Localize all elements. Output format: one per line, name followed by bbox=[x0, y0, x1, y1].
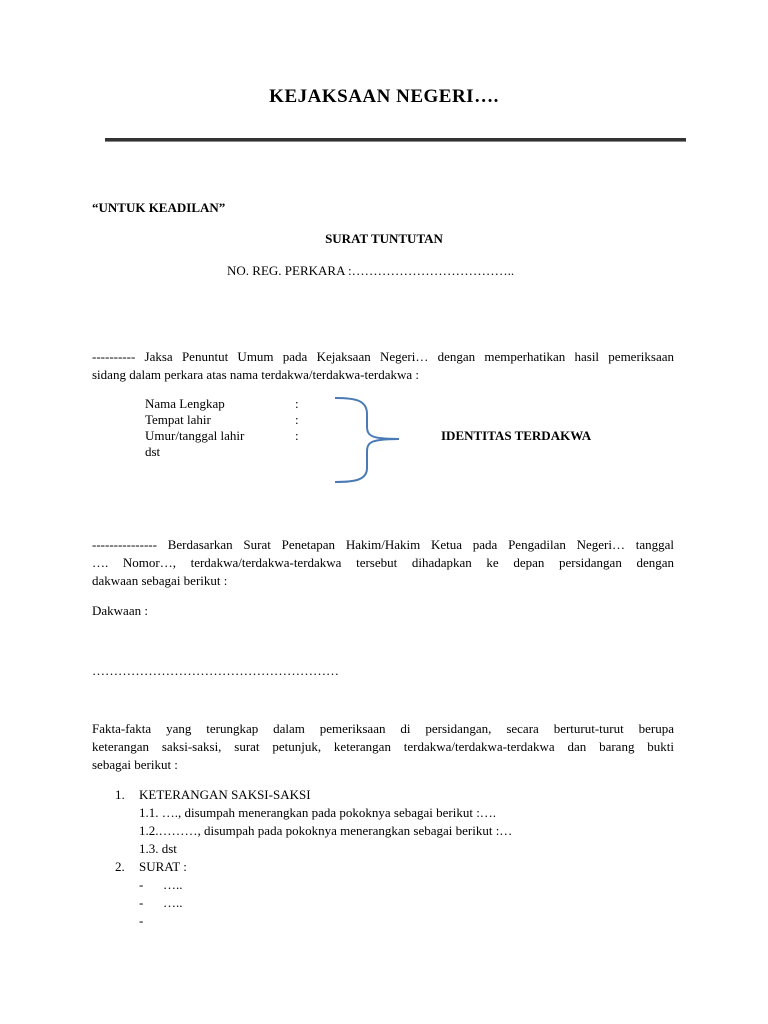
sub-item-1-3: 1.3. dst bbox=[139, 841, 177, 856]
list-item-1-label: KETERANGAN SAKSI-SAKSI bbox=[139, 787, 311, 802]
bullet-mark-3: - bbox=[139, 913, 144, 928]
paragraph-1-line-1: ---------- Jaksa Penuntut Umum pada Kejaksaan Negeri… dengan memperhatikan hasil pemeriksaan bbox=[92, 349, 674, 364]
field-birthplace-label: Tempat lahir bbox=[145, 412, 211, 427]
sub-item-1-1: 1.1. …., disumpah menerangkan pada pokoknya sebagai berikut :…. bbox=[139, 805, 497, 820]
dakwaan-placeholder: ………………………………………………… bbox=[92, 663, 339, 678]
paragraph-2-line-3: dakwaan sebagai berikut : bbox=[92, 573, 228, 588]
bullet-text-2: ….. bbox=[163, 895, 183, 910]
identity-label: IDENTITAS TERDAKWA bbox=[441, 428, 592, 443]
sub-item-1-2: 1.2.………, disumpah pada pokoknya menerangkan sebagai berikut :… bbox=[139, 823, 513, 838]
field-name-label: Nama Lengkap bbox=[145, 396, 225, 411]
list-item-2-label: SURAT : bbox=[139, 859, 187, 874]
list-item-1-number: 1. bbox=[115, 787, 125, 802]
field-age-colon: : bbox=[295, 428, 299, 443]
dakwaan-label: Dakwaan : bbox=[92, 603, 148, 618]
paragraph-3-line-1: Fakta-fakta yang terungkap dalam pemeriksaan di persidangan, secara berturut-turut berupa bbox=[92, 721, 674, 736]
paragraph-3-line-3: sebagai berikut : bbox=[92, 757, 178, 772]
registration-number: NO. REG. PERKARA :……………………………….. bbox=[227, 263, 515, 278]
bullet-text-1: ….. bbox=[163, 877, 183, 892]
header-divider bbox=[105, 138, 686, 142]
paragraph-2-line-2: …. Nomor…, terdakwa/terdakwa-terdakwa tersebut dihadapkan ke depan persidangan dengan bbox=[92, 555, 674, 570]
paragraph-1-line-2: sidang dalam perkara atas nama terdakwa/terdakwa-terdakwa : bbox=[92, 367, 420, 382]
field-age-label: Umur/tanggal lahir bbox=[145, 428, 245, 443]
document-title: SURAT TUNTUTAN bbox=[325, 231, 443, 246]
bullet-mark-1: - bbox=[139, 877, 144, 892]
paragraph-2-line-1: --------------- Berdasarkan Surat Penetapan Hakim/Hakim Ketua pada Pengadilan Negeri… tanggal bbox=[92, 537, 674, 552]
page-title: KEJAKSAAN NEGERI…. bbox=[269, 86, 499, 107]
motto: “UNTUK KEADILAN” bbox=[92, 200, 226, 215]
field-etc-label: dst bbox=[145, 444, 161, 459]
field-name-colon: : bbox=[295, 396, 299, 411]
paragraph-3-line-2: keterangan saksi-saksi, surat petunjuk, keterangan terdakwa/terdakwa-terdakwa dan barang bukti bbox=[92, 739, 674, 754]
curly-brace-icon bbox=[325, 392, 405, 488]
list-item-2-number: 2. bbox=[115, 859, 125, 874]
field-birthplace-colon: : bbox=[295, 412, 299, 427]
bullet-mark-2: - bbox=[139, 895, 144, 910]
